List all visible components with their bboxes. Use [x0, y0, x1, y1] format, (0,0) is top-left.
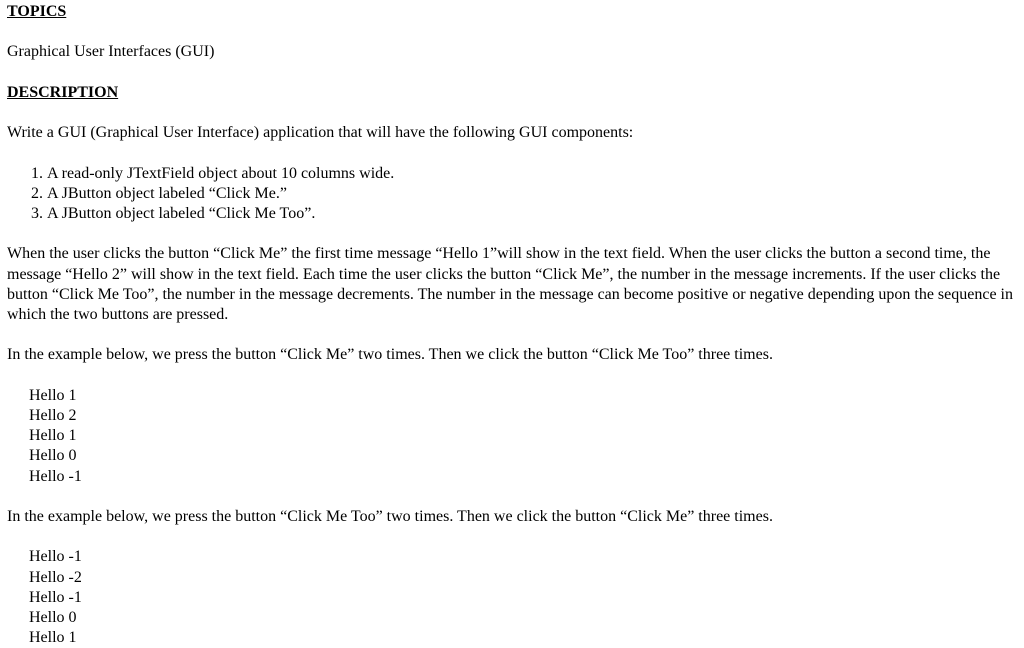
spacer: [7, 22, 1017, 42]
example2-intro: In the example below, we press the button “Click Me Too” two times. Then we click the button “Click Me” three times.: [7, 507, 773, 525]
description-heading: DESCRIPTION: [7, 83, 119, 101]
description-intro: Write a GUI (Graphical User Interface) application that will have the following GUI components:: [7, 124, 634, 142]
component-list-item: 1. A read-only JTextField object about 10 columns wide.: [47, 164, 1017, 184]
example2-line: Hello -1: [29, 548, 82, 566]
behavior-paragraph: When the user clicks the button “Click Me” the first time message “Hello 1”will show in the text field. When the user clicks the button a second time, the message “Hello 2” will show in the text field. Each time the user clicks the button “Click Me”, the number in the message increments. If the user clicks the button “Click Me Too”, the number in the message decrements. The number in the message can become positive or negative depending upon the sequence in which the two buttons are pressed.: [7, 245, 1013, 323]
example1-line: Hello 1: [29, 427, 77, 445]
example2-line: Hello -1: [29, 588, 82, 606]
example2-line: Hello 1: [29, 629, 77, 647]
spacer: [7, 103, 1017, 123]
example1-line: Hello 2: [29, 406, 77, 424]
topics-heading: TOPICS: [7, 3, 67, 20]
example1-line: Hello 1: [29, 386, 77, 404]
component-list-item: 2. A JButton object labeled “Click Me.”: [47, 184, 1017, 204]
example1-line: Hello -1: [29, 467, 82, 485]
component-list: [7, 164, 1017, 225]
spacer: [7, 224, 1017, 244]
spacer: [7, 366, 1017, 386]
example1-line: Hello 0: [29, 447, 77, 465]
example2-line: Hello 0: [29, 608, 77, 626]
example2-line: Hello -2: [29, 568, 82, 586]
spacer: [7, 63, 1017, 83]
spacer: [7, 487, 1017, 507]
spacer: [7, 527, 1017, 547]
spacer: [7, 325, 1017, 345]
component-list-item: 3. A JButton object labeled “Click Me Too”.: [47, 204, 1017, 224]
spacer: [7, 143, 1017, 163]
topics-text: Graphical User Interfaces (GUI): [7, 43, 215, 61]
example1-intro: In the example below, we press the button “Click Me” two times. Then we click the button “Click Me Too” three times.: [7, 346, 773, 364]
example2-output: [7, 547, 1017, 648]
example1-output: [7, 386, 1017, 487]
